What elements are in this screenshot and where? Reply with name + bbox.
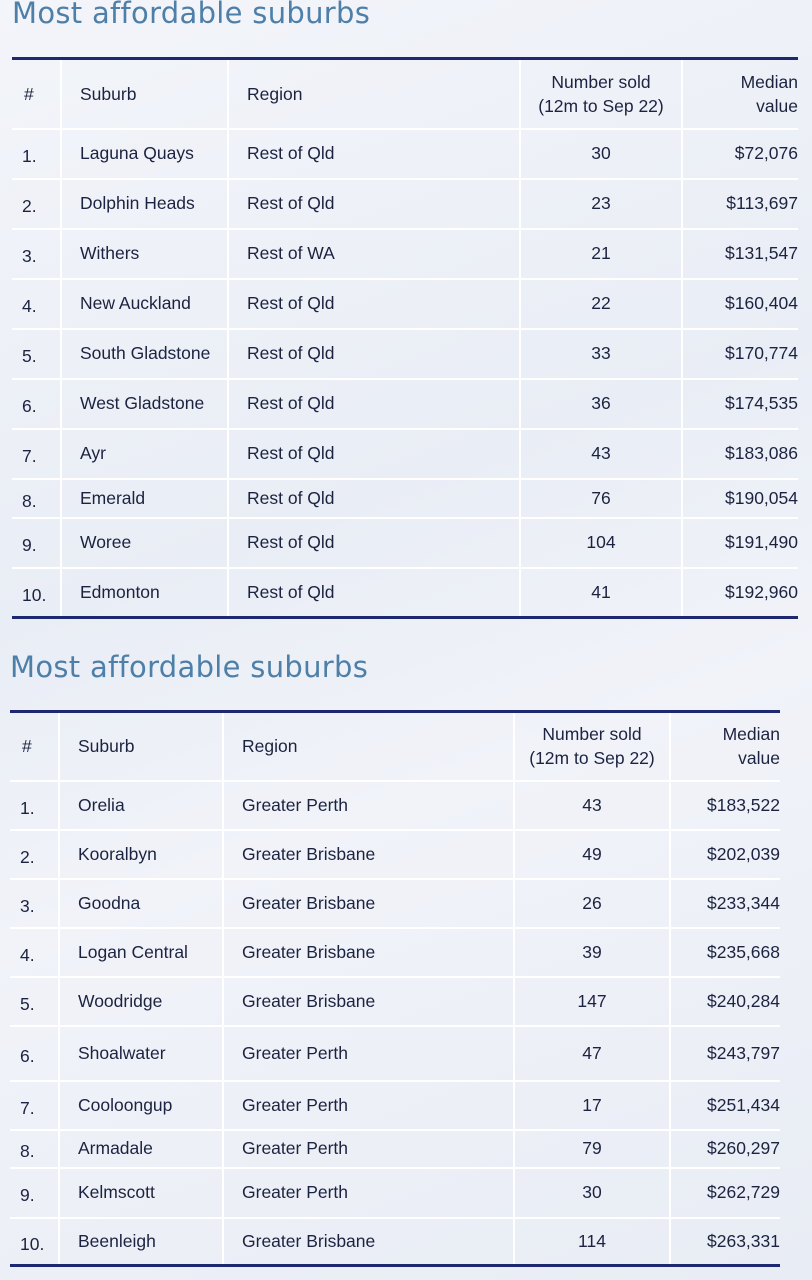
header-median-value: Median value	[682, 59, 798, 129]
suburb-cell: Laguna Quays	[61, 129, 228, 179]
table-row	[12, 329, 798, 379]
table-row	[10, 1130, 780, 1168]
rank-cell: 4.	[10, 928, 59, 977]
header-number-sold: Number sold (12m to Sep 22)	[520, 59, 682, 129]
region-cell: Rest of Qld	[228, 329, 520, 379]
median-value-cell: $202,039	[670, 830, 780, 879]
header-suburb: Suburb	[61, 59, 228, 129]
number-sold-cell: 39	[514, 928, 670, 977]
number-sold-cell: 17	[514, 1081, 670, 1130]
rank-cell: 9.	[10, 1168, 59, 1218]
suburb-cell: New Auckland	[61, 279, 228, 329]
table-row	[12, 379, 798, 429]
region-cell: Greater Perth	[223, 1168, 514, 1218]
rank-cell: 2.	[12, 179, 61, 229]
median-value-cell: $183,086	[682, 429, 798, 479]
region-cell: Greater Brisbane	[223, 1218, 514, 1266]
table-row	[12, 429, 798, 479]
region-cell: Greater Perth	[223, 1081, 514, 1130]
table-row	[12, 479, 798, 518]
suburb-cell: Orelia	[59, 781, 223, 830]
number-sold-cell: 114	[514, 1218, 670, 1266]
rank-cell: 6.	[10, 1026, 59, 1081]
suburb-cell: Shoalwater	[59, 1026, 223, 1081]
header-number-sold: Number sold (12m to Sep 22)	[514, 712, 670, 781]
number-sold-cell: 26	[514, 879, 670, 928]
table-row	[10, 928, 780, 977]
suburb-cell: Beenleigh	[59, 1218, 223, 1266]
header-rank: #	[10, 712, 59, 781]
suburb-cell: Woodridge	[59, 977, 223, 1026]
region-cell: Rest of Qld	[228, 379, 520, 429]
table-row	[12, 279, 798, 329]
number-sold-cell: 22	[520, 279, 682, 329]
median-value-cell: $233,344	[670, 879, 780, 928]
region-cell: Greater Perth	[223, 781, 514, 830]
header-region: Region	[223, 712, 514, 781]
rank-cell: 7.	[10, 1081, 59, 1130]
region-cell: Rest of Qld	[228, 479, 520, 518]
table-row	[10, 830, 780, 879]
suburb-cell: West Gladstone	[61, 379, 228, 429]
region-cell: Greater Brisbane	[223, 928, 514, 977]
number-sold-cell: 79	[514, 1130, 670, 1168]
table-row	[12, 229, 798, 279]
rank-cell: 10.	[10, 1218, 59, 1266]
region-cell: Rest of WA	[228, 229, 520, 279]
affordable-suburbs-table	[12, 57, 798, 619]
rank-cell: 9.	[12, 518, 61, 568]
region-cell: Rest of Qld	[228, 129, 520, 179]
table-row	[10, 1026, 780, 1081]
median-value-cell: $170,774	[682, 329, 798, 379]
rank-cell: 2.	[10, 830, 59, 879]
suburb-cell: Emerald	[61, 479, 228, 518]
table-row	[12, 129, 798, 179]
suburb-cell: Dolphin Heads	[61, 179, 228, 229]
number-sold-cell: 147	[514, 977, 670, 1026]
region-cell: Greater Brisbane	[223, 830, 514, 879]
suburb-cell: Armadale	[59, 1130, 223, 1168]
median-value-cell: $183,522	[670, 781, 780, 830]
region-cell: Rest of Qld	[228, 518, 520, 568]
median-value-cell: $190,054	[682, 479, 798, 518]
region-cell: Rest of Qld	[228, 429, 520, 479]
median-value-cell: $243,797	[670, 1026, 780, 1081]
suburb-cell: South Gladstone	[61, 329, 228, 379]
rank-cell: 4.	[12, 279, 61, 329]
median-value-cell: $131,547	[682, 229, 798, 279]
region-cell: Greater Perth	[223, 1026, 514, 1081]
rank-cell: 1.	[10, 781, 59, 830]
rank-cell: 7.	[12, 429, 61, 479]
median-value-cell: $262,729	[670, 1168, 780, 1218]
rank-cell: 10.	[12, 568, 61, 618]
suburb-cell: Kelmscott	[59, 1168, 223, 1218]
rank-cell: 6.	[12, 379, 61, 429]
suburb-cell: Kooralbyn	[59, 830, 223, 879]
region-cell: Greater Perth	[223, 1130, 514, 1168]
region-cell: Greater Brisbane	[223, 977, 514, 1026]
median-value-cell: $192,960	[725, 581, 798, 602]
table-row	[10, 879, 780, 928]
median-value-cell: $260,297	[670, 1130, 780, 1168]
number-sold-cell: 33	[520, 329, 682, 379]
median-value-cell: $72,076	[682, 129, 798, 179]
table-row	[10, 1081, 780, 1130]
suburb-cell: Withers	[61, 229, 228, 279]
number-sold-cell: 76	[520, 479, 682, 518]
number-sold-cell: 41	[520, 568, 682, 618]
median-value-cell: $263,331	[707, 1230, 780, 1251]
number-sold-cell: 49	[514, 830, 670, 879]
median-value-cell: $113,697	[682, 179, 798, 229]
table-row	[10, 1168, 780, 1218]
suburb-cell: Goodna	[59, 879, 223, 928]
number-sold-cell: 21	[520, 229, 682, 279]
suburb-cell: Woree	[61, 518, 228, 568]
suburb-cell: Edmonton	[61, 568, 228, 618]
suburb-cell: Logan Central	[59, 928, 223, 977]
header-region: Region	[228, 59, 520, 129]
rank-cell: 8.	[10, 1130, 59, 1168]
table-row	[10, 781, 780, 830]
median-value-cell: $251,434	[670, 1081, 780, 1130]
region-cell: Rest of Qld	[228, 568, 520, 618]
number-sold-cell: 43	[520, 429, 682, 479]
median-value-cell: $174,535	[682, 379, 798, 429]
number-sold-cell: 23	[520, 179, 682, 229]
median-value-cell: $160,404	[682, 279, 798, 329]
rank-cell: 3.	[10, 879, 59, 928]
region-cell: Rest of Qld	[228, 279, 520, 329]
rank-cell: 3.	[12, 229, 61, 279]
rank-cell: 5.	[12, 329, 61, 379]
number-sold-cell: 47	[514, 1026, 670, 1081]
number-sold-cell: 30	[520, 129, 682, 179]
table-row	[10, 1218, 780, 1266]
rank-cell: 1.	[12, 129, 61, 179]
table-row	[12, 179, 798, 229]
suburb-cell: Ayr	[61, 429, 228, 479]
header-median-value: Median value	[670, 712, 780, 781]
number-sold-cell: 104	[520, 518, 682, 568]
header-rank: #	[12, 59, 61, 129]
rank-cell: 5.	[10, 977, 59, 1026]
median-value-cell: $191,490	[682, 518, 798, 568]
section-title: Most affordable suburbs	[12, 0, 371, 30]
region-cell: Greater Brisbane	[223, 879, 514, 928]
number-sold-cell: 36	[520, 379, 682, 429]
table-row	[12, 568, 798, 618]
median-value-cell: $240,284	[670, 977, 780, 1026]
suburb-cell: Cooloongup	[59, 1081, 223, 1130]
number-sold-cell: 30	[514, 1168, 670, 1218]
median-value-cell: $235,668	[670, 928, 780, 977]
table-row	[10, 977, 780, 1026]
table-row	[12, 518, 798, 568]
section-title: Most affordable suburbs	[10, 650, 369, 684]
number-sold-cell: 43	[514, 781, 670, 830]
region-cell: Rest of Qld	[228, 179, 520, 229]
affordable-suburbs-table	[10, 710, 780, 1267]
header-suburb: Suburb	[59, 712, 223, 781]
rank-cell: 8.	[12, 479, 61, 518]
